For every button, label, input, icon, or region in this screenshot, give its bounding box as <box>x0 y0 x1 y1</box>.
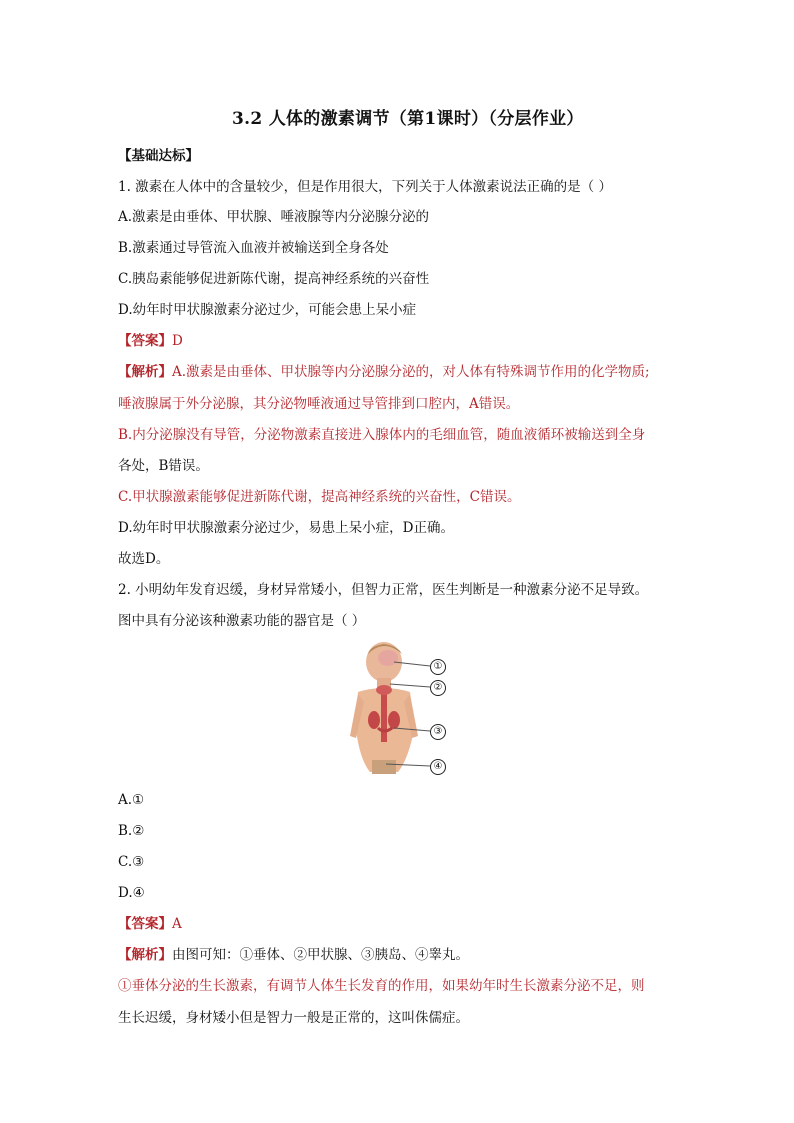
question-1-stem: 1. 激素在人体中的含量较少，但是作用很大，下列关于人体激素说法正确的是（ ） <box>118 179 612 195</box>
figure-label-4: ④ <box>430 759 446 775</box>
question-2-option-d: D.④ <box>118 885 145 901</box>
answer-tag: 【答案】 <box>118 916 172 932</box>
analysis-text: 由图可知：①垂体、②甲状腺、③胰岛、④睾丸。 <box>172 947 469 963</box>
question-2-stem: 图中具有分泌该种激素功能的器官是（ ） <box>118 613 366 629</box>
question-1-analysis-line: 各处，B错误。 <box>118 458 209 474</box>
question-1-analysis-line <box>118 362 650 382</box>
question-2-analysis-line: ①垂体分泌的生长激素，有调节人体生长发育的作用，如果幼年时生长激素分泌不足，则 <box>118 978 645 994</box>
question-1-conclusion: 故选D。 <box>118 551 170 567</box>
question-2-option-b: B.② <box>118 823 145 839</box>
question-1-analysis-line: D.幼年时甲状腺激素分泌过少，易患上呆小症，D正确。 <box>118 520 454 536</box>
analysis-tag: 【解析】 <box>118 364 172 380</box>
figure-label-2: ② <box>430 680 446 696</box>
page-title: 3.2 人体的激素调节（第1课时）（分层作业） <box>232 109 584 129</box>
figure-label-1: ① <box>430 659 446 675</box>
answer-tag: 【答案】 <box>118 333 172 349</box>
question-1-option-a: A.激素是由垂体、甲状腺、唾液腺等内分泌腺分泌的 <box>118 209 430 225</box>
figure-label-3: ③ <box>430 724 446 740</box>
answer-value: A <box>172 916 182 932</box>
question-1-option-c: C.胰岛素能够促进新陈代谢，提高神经系统的兴奋性 <box>118 271 430 287</box>
question-1-analysis-line: 唾液腺属于外分泌腺，其分泌物唾液通过导管排到口腔内，A错误。 <box>118 396 520 412</box>
question-1-analysis-line: B.内分泌腺没有导管，分泌物激素直接进入腺体内的毛细血管，随血液循环被输送到全身 <box>118 427 646 443</box>
analysis-text: A.激素是由垂体、甲状腺等内分泌腺分泌的，对人体有特殊调节作用的化学物质; <box>172 364 650 380</box>
section-heading: 【基础达标】 <box>118 148 199 164</box>
question-1-answer <box>118 331 183 351</box>
question-2-analysis-line: 生长迟缓，身材矮小但是智力一般是正常的，这叫侏儒症。 <box>118 1010 469 1026</box>
question-1-option-b: B.激素通过导管流入血液并被输送到全身各处 <box>118 240 389 256</box>
question-2-analysis-line <box>118 945 469 965</box>
question-2-option-a: A.① <box>118 792 145 808</box>
question-2-answer <box>118 914 182 934</box>
question-2-stem: 2. 小明幼年发育迟缓，身材异常矮小，但智力正常，医生判断是一种激素分泌不足导致。 <box>118 582 649 598</box>
question-2-option-c: C.③ <box>118 854 145 870</box>
question-1-option-d: D.幼年时甲状腺激素分泌过少，可能会患上呆小症 <box>118 302 417 318</box>
analysis-tag: 【解析】 <box>118 947 172 963</box>
question-1-analysis-line: C.甲状腺激素能够促进新陈代谢，提高神经系统的兴奋性，C错误。 <box>118 489 521 505</box>
answer-value: D <box>172 333 183 349</box>
